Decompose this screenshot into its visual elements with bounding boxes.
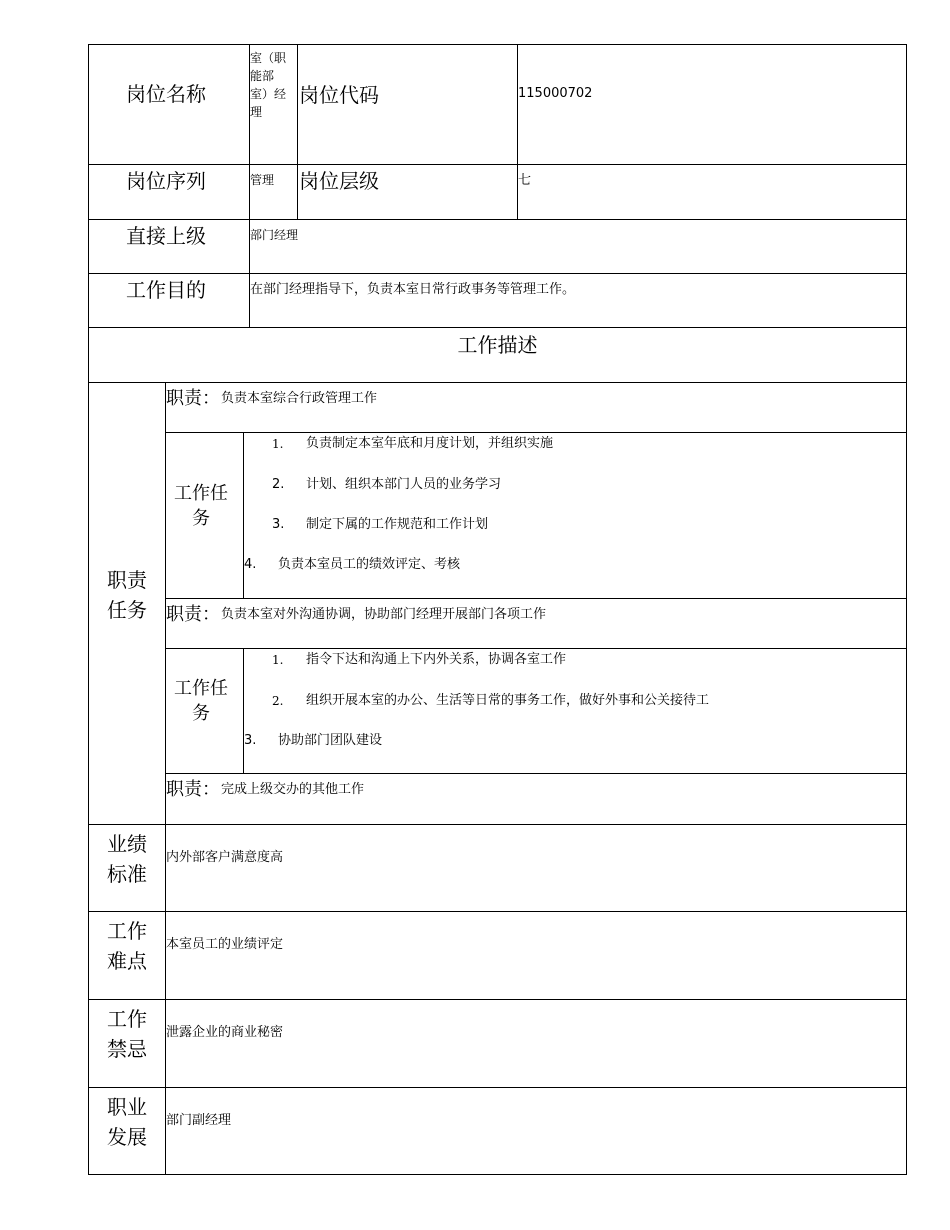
post-code-value: 115000702 (518, 86, 593, 101)
row-divider (88, 999, 907, 1000)
career-value: 部门副经理 (166, 1113, 232, 1128)
task-number: 2. (272, 694, 284, 708)
post-level-label: 岗位层级 (299, 169, 379, 193)
post-name-value: 室（职能部室）经理 (250, 51, 287, 119)
difficulty-label: 工作难点 (107, 919, 147, 973)
task-number: 3. (272, 517, 285, 532)
row-divider (165, 648, 907, 649)
taboo-label: 工作禁忌 (107, 1007, 147, 1061)
duty-label: 职责： (166, 388, 220, 409)
task-label: 工作任务 (174, 483, 228, 529)
superior-value: 部门经理 (250, 228, 299, 242)
row-divider (88, 911, 907, 912)
row-divider (88, 273, 907, 274)
post-level-value: 七 (518, 173, 532, 188)
performance-value: 内外部客户满意度高 (166, 850, 284, 865)
row-divider (165, 598, 907, 599)
task-text: 组织开展本室的办公、生活等日常的事务工作，做好外事和公关接待工 (306, 693, 710, 708)
task-number: 1. (272, 437, 284, 451)
performance-label: 业绩标准 (107, 832, 147, 886)
col-divider (517, 44, 518, 220)
difficulty-value: 本室员工的业绩评定 (166, 937, 284, 952)
duty-label: 职责： (166, 779, 220, 800)
superior-label: 直接上级 (126, 224, 206, 248)
task-text: 指令下达和沟通上下内外关系，协调各室工作 (306, 652, 567, 667)
task-text: 协助部门团队建设 (278, 733, 383, 748)
row-divider (165, 773, 907, 774)
career-label: 职业发展 (107, 1095, 147, 1149)
row-divider (165, 432, 907, 433)
row-divider (88, 219, 907, 220)
duty-label: 职责： (166, 604, 220, 625)
duty-text: 负责本室对外沟通协调，协助部门经理开展部门各项工作 (221, 607, 547, 622)
taboo-value: 泄露企业的商业秘密 (166, 1025, 284, 1040)
col-divider (297, 44, 298, 220)
row-divider (88, 164, 907, 165)
task-text: 计划、组织本部门人员的业务学习 (306, 477, 502, 492)
duties-label: 职责任务 (107, 568, 147, 622)
post-name-label: 岗位名称 (126, 82, 206, 106)
row-divider (88, 1087, 907, 1088)
row-divider (88, 382, 907, 383)
col-divider (243, 648, 244, 773)
task-label: 工作任务 (174, 678, 228, 724)
task-number: 3. (244, 733, 257, 748)
post-seq-label: 岗位序列 (126, 169, 206, 193)
purpose-label: 工作目的 (126, 278, 206, 302)
row-divider (88, 327, 907, 328)
task-number: 2. (272, 477, 285, 492)
col-divider (243, 432, 244, 598)
task-text: 制定下属的工作规范和工作计划 (306, 517, 489, 532)
task-number: 1. (272, 653, 284, 667)
purpose-value: 在部门经理指导下，负责本室日常行政事务等管理工作。 (250, 282, 576, 297)
task-number: 4. (244, 557, 257, 572)
post-seq-value: 管理 (250, 173, 275, 187)
post-code-label: 岗位代码 (299, 83, 379, 107)
description-title: 工作描述 (457, 333, 538, 357)
task-text: 负责本室员工的绩效评定、考核 (278, 557, 461, 572)
duty-text: 负责本室综合行政管理工作 (221, 391, 378, 406)
task-text: 负责制定本室年底和月度计划，并组织实施 (306, 436, 554, 451)
row-divider (88, 824, 907, 825)
duty-text: 完成上级交办的其他工作 (221, 782, 365, 797)
